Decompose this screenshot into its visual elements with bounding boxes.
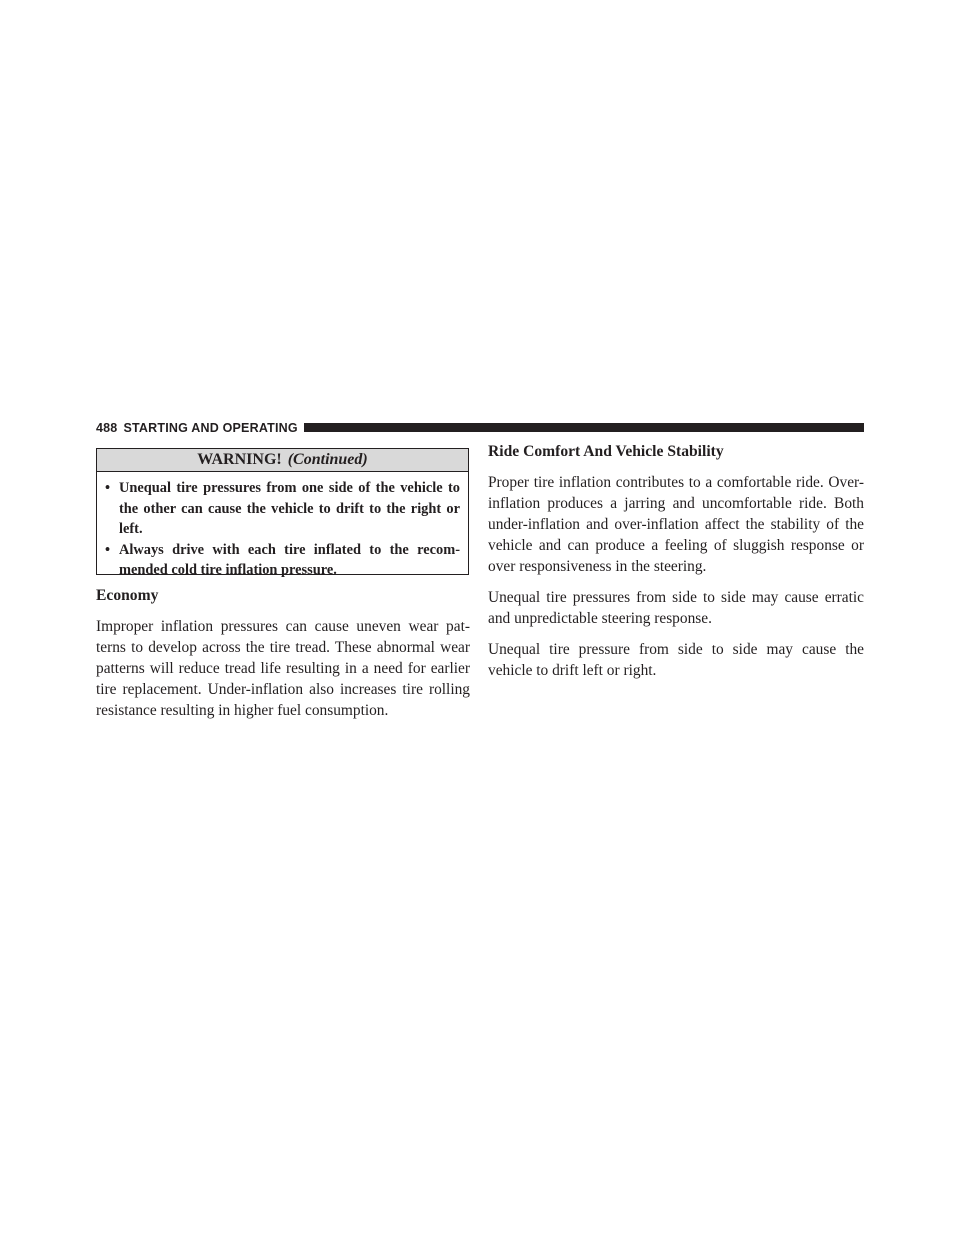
economy-heading: Economy	[96, 587, 159, 604]
warning-continued: (Continued)	[287, 451, 368, 468]
warning-item: • Unequal tire pressures from one side of the vehicle to the other can cause the vehicle to drift to the right or left.	[105, 480, 460, 537]
running-header	[96, 419, 864, 436]
page-number: 488	[96, 420, 118, 435]
section-title: STARTING AND OPERATING	[123, 420, 298, 435]
bullet-icon: •	[105, 480, 111, 496]
bullet-icon: •	[105, 541, 111, 558]
header-rule	[304, 423, 864, 432]
warning-list	[97, 472, 468, 581]
economy-paragraph: Improper inflation pressures can cause uneven wear pat-terns to develop across the tire tread. These abnormal wear patterns will reduce tread life resulting in a need for earlier tire replacement. Under-inflation also increases tire rolling resistance resulting in higher fuel consumption.	[96, 618, 470, 719]
warning-item: • Always drive with each tire inflated to the recom-mended cold tire inflation pressure.	[105, 541, 460, 578]
warning-box	[96, 448, 469, 578]
right-column	[488, 441, 864, 691]
ride-comfort-paragraph: Unequal tire pressure from side to side may cause the vehicle to drift left or right.	[488, 641, 864, 679]
warning-header	[97, 449, 468, 472]
ride-comfort-paragraph: Unequal tire pressures from side to side may cause erratic and unpredictable steering response.	[488, 589, 864, 627]
left-column	[96, 585, 470, 731]
warning-title: WARNING!	[197, 451, 282, 468]
ride-comfort-paragraph: Proper tire inflation contributes to a comfortable ride. Over-inflation produces a jarring and uncomfortable ride. Both under-inflation and over-inflation affect the stability of the vehicle and can produce a feeling of sluggish response or over responsiveness in the steering.	[488, 474, 864, 575]
ride-comfort-heading: Ride Comfort And Vehicle Stability	[488, 443, 724, 460]
